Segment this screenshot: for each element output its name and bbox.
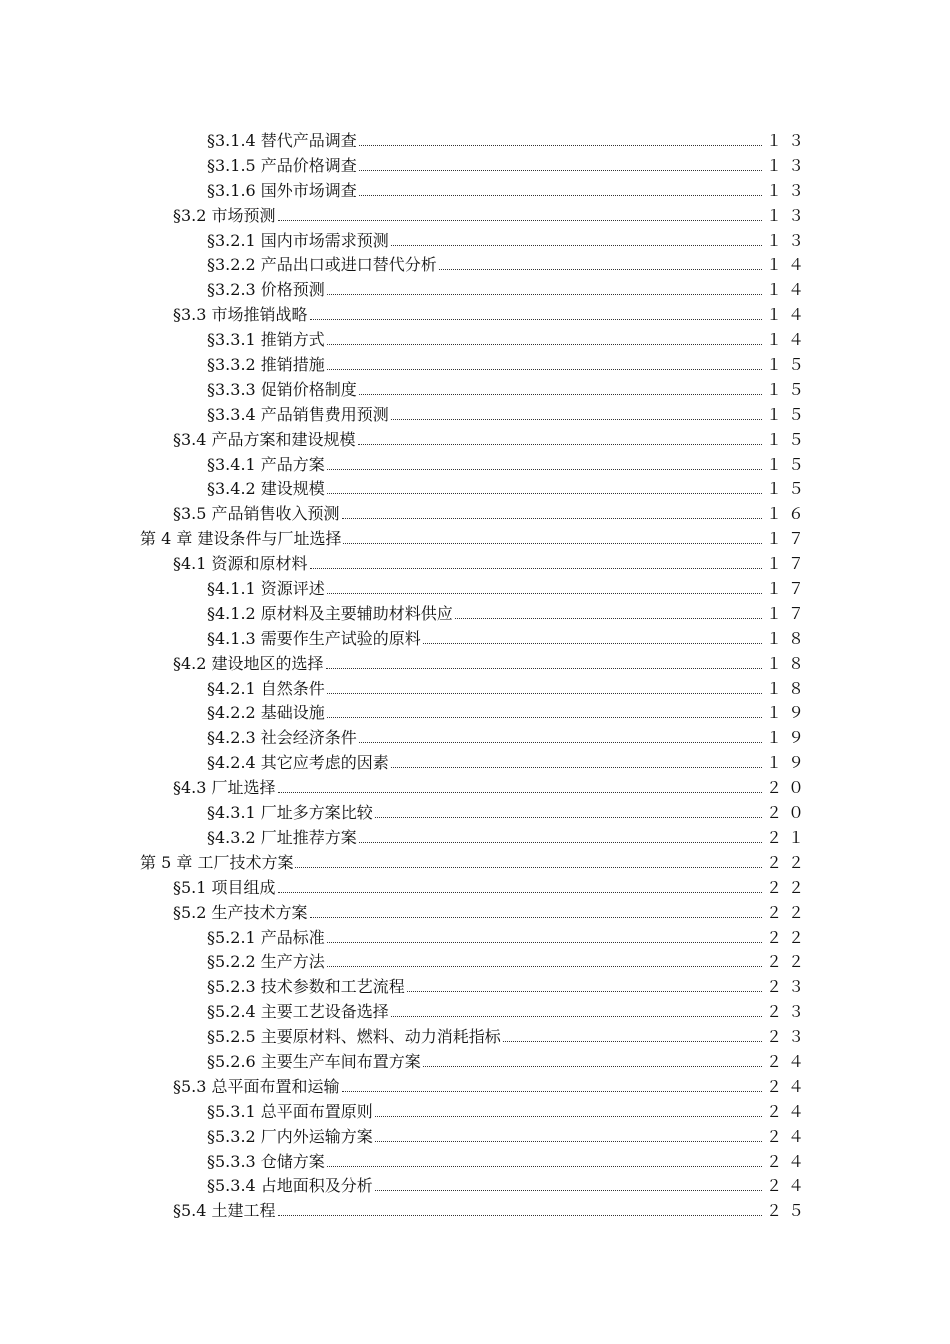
toc-entry-page-number: １８ (765, 653, 810, 673)
toc-entry[interactable] (0, 348, 950, 373)
toc-entry-title: §4.1.1 资源评述 (207, 579, 325, 599)
dot-leader (359, 144, 762, 146)
toc-entry-row (173, 875, 810, 898)
toc-entry-page-number: １５ (765, 429, 810, 449)
toc-entry[interactable] (0, 921, 950, 946)
toc-entry-row (207, 800, 810, 823)
toc-entry-page-number: ２２ (765, 927, 810, 947)
dot-leader (455, 617, 762, 619)
toc-entry-page-number: ２２ (765, 852, 810, 872)
toc-entry-row (207, 974, 810, 997)
toc-entry-row (173, 203, 810, 226)
toc-entry-title: §5.4 土建工程 (173, 1201, 276, 1221)
toc-entry-title: §3.2.3 价格预测 (207, 280, 325, 300)
dot-leader (327, 492, 762, 494)
toc-entry-title: §3.2.1 国内市场需求预测 (207, 230, 389, 250)
toc-entry-title: §5.2.4 主要工艺设备选择 (207, 1002, 389, 1022)
toc-entry[interactable] (0, 174, 950, 199)
dot-leader (327, 716, 762, 718)
toc-entry[interactable] (0, 1145, 950, 1170)
toc-entry[interactable] (0, 149, 950, 174)
toc-entry-title: §3.4.1 产品方案 (207, 454, 325, 474)
toc-entry-page-number: １７ (765, 529, 810, 549)
toc-entry[interactable] (0, 323, 950, 348)
toc-entry-page-number: ２４ (765, 1126, 810, 1146)
toc-entry-page-number: １４ (765, 255, 810, 275)
toc-entry-row (140, 526, 810, 549)
toc-entry-title: §3.2 市场预测 (173, 205, 276, 225)
table-of-contents (0, 124, 950, 1219)
dot-leader (375, 1140, 762, 1142)
toc-entry-title: §3.3.1 推销方式 (207, 330, 325, 350)
toc-entry-page-number: １８ (765, 628, 810, 648)
toc-entry-row (207, 1049, 810, 1072)
toc-entry-row (173, 651, 810, 674)
toc-entry[interactable] (0, 672, 950, 697)
toc-entry-title: §4.3.1 厂址多方案比较 (207, 803, 373, 823)
dot-leader (278, 891, 762, 893)
toc-entry-title: 第 4 章 建设条件与厂址选择 (140, 529, 342, 549)
toc-entry-page-number: １３ (765, 155, 810, 175)
toc-entry-title: §3.2.2 产品出口或进口替代分析 (207, 255, 437, 275)
dot-leader (359, 741, 762, 743)
toc-entry-page-number: １４ (765, 280, 810, 300)
dot-leader (391, 1015, 762, 1017)
toc-entry[interactable] (0, 1120, 950, 1145)
toc-entry-title: §5.2.6 主要生产车间布置方案 (207, 1051, 421, 1071)
toc-entry-row (140, 850, 810, 873)
dot-leader (327, 368, 762, 370)
toc-entry[interactable] (0, 224, 950, 249)
toc-entry[interactable] (0, 248, 950, 273)
toc-entry-row (207, 626, 810, 649)
dot-leader (327, 692, 762, 694)
dot-leader (327, 965, 762, 967)
toc-entry-page-number: １５ (765, 479, 810, 499)
toc-entry-title: §4.2 建设地区的选择 (173, 653, 324, 673)
toc-entry-page-number: １９ (765, 703, 810, 723)
toc-entry[interactable] (0, 721, 950, 746)
toc-entry-row (207, 1149, 810, 1172)
toc-entry-page-number: ２４ (765, 1176, 810, 1196)
toc-entry-row (207, 377, 810, 400)
toc-entry-page-number: １３ (765, 230, 810, 250)
toc-entry-title: 第 5 章 工厂技术方案 (140, 852, 294, 872)
toc-entry[interactable] (0, 597, 950, 622)
toc-entry-page-number: １３ (765, 205, 810, 225)
toc-entry-page-number: ２０ (765, 778, 810, 798)
toc-entry-title: §3.3.2 推销措施 (207, 355, 325, 375)
dot-leader (327, 592, 762, 594)
toc-entry-page-number: ２４ (765, 1101, 810, 1121)
toc-entry-row (207, 750, 810, 773)
toc-entry-page-number: ２３ (765, 1027, 810, 1047)
dot-leader (278, 1214, 762, 1216)
toc-entry[interactable] (0, 746, 950, 771)
toc-entry-row (207, 153, 810, 176)
dot-leader (358, 443, 762, 445)
toc-entry-page-number: １９ (765, 753, 810, 773)
toc-entry-page-number: １６ (765, 504, 810, 524)
dot-leader (391, 766, 762, 768)
toc-entry-page-number: １５ (765, 379, 810, 399)
toc-entry-row (207, 725, 810, 748)
dot-leader (375, 816, 762, 818)
dot-leader (439, 268, 762, 270)
toc-entry-title: §5.3.1 总平面布置原则 (207, 1101, 373, 1121)
toc-entry[interactable] (0, 547, 950, 572)
toc-entry-page-number: １９ (765, 728, 810, 748)
dot-leader (423, 642, 762, 644)
dot-leader (343, 542, 762, 544)
toc-entry[interactable] (0, 1169, 950, 1194)
toc-entry-title: §5.3 总平面布置和运输 (173, 1076, 340, 1096)
toc-entry-row (207, 999, 810, 1022)
dot-leader (359, 841, 762, 843)
dot-leader (327, 293, 762, 295)
toc-entry[interactable] (0, 1045, 950, 1070)
toc-entry-title: §5.3.3 仓储方案 (207, 1151, 325, 1171)
toc-entry[interactable] (0, 871, 950, 896)
toc-entry-page-number: ２４ (765, 1051, 810, 1071)
dot-leader (375, 1189, 762, 1191)
dot-leader (327, 468, 762, 470)
toc-entry[interactable] (0, 572, 950, 597)
toc-entry[interactable] (0, 423, 950, 448)
dot-leader (503, 1040, 762, 1042)
toc-entry-page-number: ２１ (765, 827, 810, 847)
toc-entry-row (173, 302, 810, 325)
toc-entry[interactable] (0, 945, 950, 970)
toc-entry-page-number: １３ (765, 180, 810, 200)
dot-leader (310, 916, 762, 918)
dot-leader (295, 866, 762, 868)
toc-entry-row (207, 925, 810, 948)
toc-entry-title: §4.3.2 厂址推荐方案 (207, 827, 357, 847)
dot-leader (375, 1115, 762, 1117)
toc-entry-title: §5.2.3 技术参数和工艺流程 (207, 977, 405, 997)
toc-entry[interactable] (0, 771, 950, 796)
dot-leader (327, 343, 762, 345)
toc-entry-title: §5.2.2 生产方法 (207, 952, 325, 972)
toc-entry-title: §4.1.3 需要作生产试验的原料 (207, 628, 421, 648)
toc-entry-page-number: １４ (765, 330, 810, 350)
toc-entry-page-number: ２３ (765, 1002, 810, 1022)
toc-entry[interactable] (0, 398, 950, 423)
toc-entry-page-number: ２２ (765, 902, 810, 922)
toc-entry-page-number: １５ (765, 404, 810, 424)
toc-entry-row (173, 427, 810, 450)
toc-entry-page-number: ２２ (765, 877, 810, 897)
toc-entry-page-number: １８ (765, 678, 810, 698)
toc-entry-title: §4.1 资源和原材料 (173, 554, 308, 574)
toc-entry-row (207, 1173, 810, 1196)
toc-entry-page-number: １３ (765, 131, 810, 150)
toc-entry-title: §5.3.2 厂内外运输方案 (207, 1126, 373, 1146)
toc-entry-page-number: ２４ (765, 1076, 810, 1096)
toc-entry-page-number: ２２ (765, 952, 810, 972)
toc-entry-title: §3.3 市场推销战略 (173, 305, 308, 325)
toc-entry-row (207, 1024, 810, 1047)
toc-entry-title: §3.1.5 产品价格调查 (207, 155, 357, 175)
toc-entry-page-number: ２５ (765, 1201, 810, 1221)
toc-entry-title: §4.2.4 其它应考虑的因素 (207, 753, 389, 773)
toc-entry-title: §5.3.4 占地面积及分析 (207, 1176, 373, 1196)
toc-entry-title: §4.2.3 社会经济条件 (207, 728, 357, 748)
toc-entry-title: §3.3.3 促销价格制度 (207, 379, 357, 399)
toc-entry-page-number: １５ (765, 454, 810, 474)
toc-entry[interactable] (0, 1020, 950, 1045)
dot-leader (327, 1165, 762, 1167)
toc-entry[interactable] (0, 497, 950, 522)
toc-entry[interactable] (0, 1070, 950, 1095)
toc-entry-row (207, 228, 810, 251)
toc-entry[interactable] (0, 995, 950, 1020)
dot-leader (359, 169, 762, 171)
toc-entry-row (207, 1099, 810, 1122)
toc-entry-row (207, 1124, 810, 1147)
dot-leader (278, 219, 762, 221)
toc-entry[interactable] (0, 1194, 950, 1219)
toc-entry[interactable] (0, 522, 950, 547)
dot-leader (423, 1065, 762, 1067)
toc-entry-row (207, 476, 810, 499)
toc-entry-row (207, 601, 810, 624)
toc-entry[interactable] (0, 1095, 950, 1120)
toc-entry-page-number: １７ (765, 603, 810, 623)
toc-entry-row (207, 327, 810, 350)
toc-entry-title: §3.1.4 替代产品调查 (207, 131, 357, 150)
toc-entry[interactable] (0, 373, 950, 398)
toc-entry-title: §3.1.6 国外市场调查 (207, 180, 357, 200)
dot-leader (310, 318, 762, 320)
toc-entry-row (173, 775, 810, 798)
toc-entry-page-number: １７ (765, 579, 810, 599)
toc-entry-page-number: １５ (765, 355, 810, 375)
toc-entry[interactable] (0, 273, 950, 298)
toc-entry-page-number: ２０ (765, 803, 810, 823)
dot-leader (327, 941, 762, 943)
toc-entry-page-number: ２３ (765, 977, 810, 997)
toc-entry-row (173, 501, 810, 524)
toc-entry[interactable] (0, 796, 950, 821)
toc-entry-row (207, 576, 810, 599)
dot-leader (407, 990, 762, 992)
toc-entry[interactable] (0, 846, 950, 871)
toc-entry-title: §3.4 产品方案和建设规模 (173, 429, 356, 449)
toc-entry-title: §5.2.5 主要原材料、燃料、动力消耗指标 (207, 1027, 501, 1047)
toc-entry[interactable] (0, 622, 950, 647)
dot-leader (342, 1090, 762, 1092)
dot-leader (310, 567, 762, 569)
toc-entry-row (207, 128, 810, 151)
toc-entry[interactable] (0, 696, 950, 721)
dot-leader (359, 393, 762, 395)
toc-entry[interactable] (0, 647, 950, 672)
toc-entry[interactable] (0, 821, 950, 846)
toc-entry-title: §3.3.4 产品销售费用预测 (207, 404, 389, 424)
toc-entry[interactable] (0, 124, 950, 149)
dot-leader (278, 791, 762, 793)
toc-entry-row (207, 352, 810, 375)
toc-entry-row (207, 949, 810, 972)
toc-entry[interactable] (0, 896, 950, 921)
toc-entry-title: §5.2 生产技术方案 (173, 902, 308, 922)
toc-entry-title: §5.1 项目组成 (173, 877, 276, 897)
toc-entry-title: §4.2.2 基础设施 (207, 703, 325, 723)
toc-entry[interactable] (0, 970, 950, 995)
toc-entry-row (173, 1074, 810, 1097)
toc-entry-title: §5.2.1 产品标准 (207, 927, 325, 947)
dot-leader (391, 418, 762, 420)
toc-entry-page-number: １７ (765, 554, 810, 574)
toc-entry-row (207, 178, 810, 201)
toc-entry[interactable] (0, 448, 950, 473)
toc-entry-row (207, 452, 810, 475)
toc-entry-row (207, 252, 810, 275)
toc-page (0, 124, 950, 1219)
dot-leader (391, 244, 762, 246)
toc-entry-row (207, 825, 810, 848)
toc-entry-row (207, 676, 810, 699)
dot-leader (326, 667, 762, 669)
toc-entry-title: §4.3 厂址选择 (173, 778, 276, 798)
toc-entry-row (207, 277, 810, 300)
toc-entry-row (173, 551, 810, 574)
toc-entry-title: §3.4.2 建设规模 (207, 479, 325, 499)
toc-entry[interactable] (0, 199, 950, 224)
toc-entry-row (207, 700, 810, 723)
dot-leader (342, 517, 762, 519)
dot-leader (359, 194, 762, 196)
toc-entry-page-number: １４ (765, 305, 810, 325)
toc-entry-row (173, 1198, 810, 1221)
toc-entry-title: §3.5 产品销售收入预测 (173, 504, 340, 524)
toc-entry[interactable] (0, 472, 950, 497)
toc-entry-row (173, 900, 810, 923)
toc-entry-page-number: ２４ (765, 1151, 810, 1171)
toc-entry[interactable] (0, 298, 950, 323)
toc-entry-title: §4.2.1 自然条件 (207, 678, 325, 698)
toc-entry-title: §4.1.2 原材料及主要辅助材料供应 (207, 603, 453, 623)
toc-entry-row (207, 402, 810, 425)
